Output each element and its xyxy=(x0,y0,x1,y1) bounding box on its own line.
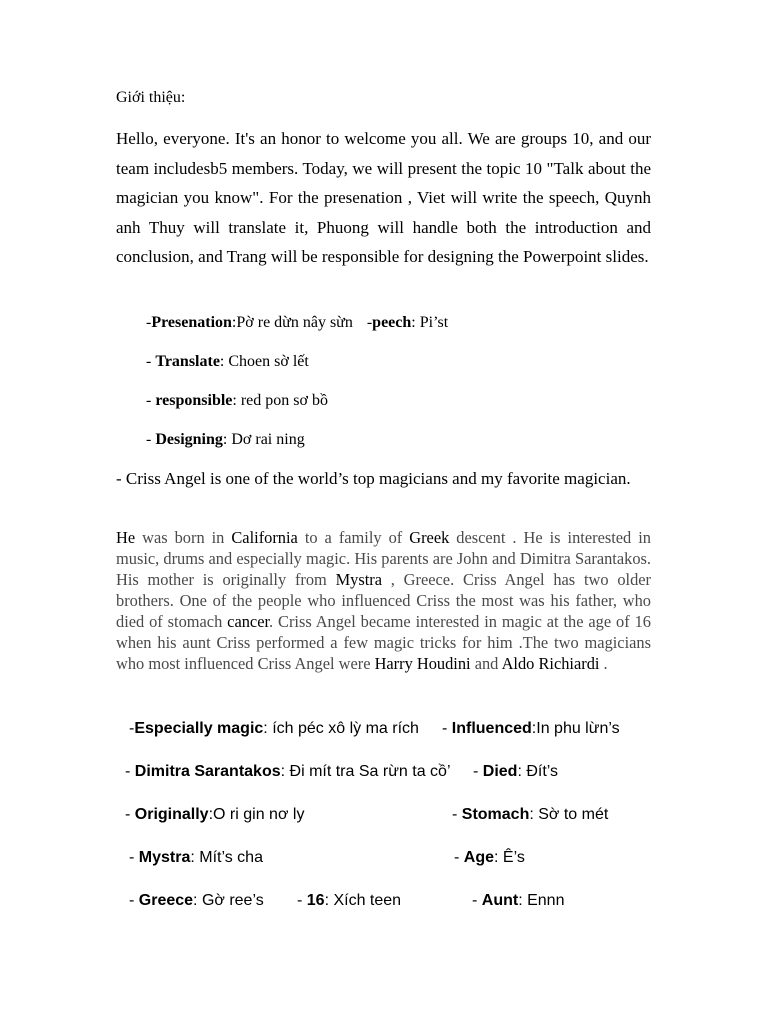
vocab-term: Originally xyxy=(134,806,209,823)
vocab-prefix: - xyxy=(129,849,139,866)
vocab-separator: : xyxy=(518,892,528,909)
vocab-separator: : xyxy=(232,392,241,409)
vocab-item-especially-magic xyxy=(129,720,419,738)
vocab-separator: : xyxy=(263,720,273,737)
vocab-separator: : xyxy=(529,806,539,823)
vocab-term: Presenation xyxy=(151,314,232,331)
vocab-prefix: - xyxy=(129,892,139,909)
vocab-separator: : xyxy=(231,314,237,331)
bio-text: . Criss Angel became interested in magic at the age of 16 when his aunt Criss performed a few magic tricks for him .The two magicians who most influenced Criss Angel were xyxy=(116,612,651,673)
bio-text: He xyxy=(116,528,136,547)
vocab-prefix: - xyxy=(473,763,483,780)
vocab-meaning: O ri gin nơ ly xyxy=(213,806,305,823)
document-page xyxy=(116,0,651,1024)
vocab-prefix: - xyxy=(454,849,464,866)
vocab-separator: : xyxy=(190,849,200,866)
vocab-meaning: ích péc xô lỳ ma rích xyxy=(272,720,419,737)
vocab-item-greece xyxy=(129,892,264,910)
vocab-separator: : xyxy=(531,720,537,737)
vocab-separator: : xyxy=(222,431,232,448)
vocab-item-dimitra-sarantakos xyxy=(125,763,451,781)
vocab-item-16 xyxy=(297,892,401,910)
vocab-item-designing xyxy=(146,431,305,449)
vocab-item-translate xyxy=(146,353,309,371)
vocab-separator: : xyxy=(280,763,290,780)
bio-text: . xyxy=(599,654,608,673)
bio-text: California xyxy=(231,528,298,547)
bio-text: Greek xyxy=(409,528,450,547)
vocab-row xyxy=(116,806,651,830)
vocab-prefix: - xyxy=(472,892,482,909)
vocab-separator: : xyxy=(517,763,527,780)
intro-heading: Giới thiệu: xyxy=(116,89,186,106)
vocab-term: Influenced xyxy=(451,720,532,737)
bio-text: cancer xyxy=(227,612,270,631)
bio-text: Aldo Richiardi xyxy=(501,654,600,673)
vocab-term: Died xyxy=(482,763,518,780)
criss-angel-intro-paragraph: - Criss Angel is one of the world’s top magicians and my favorite magician. xyxy=(116,469,631,488)
vocab-term: Designing xyxy=(155,431,223,448)
bio-text: , Greece. Criss Angel has two older brothers. One of the people who influenced Criss the most was his father, who died of stomach xyxy=(116,570,651,631)
vocab-prefix: - xyxy=(297,892,307,909)
vocab-term: Greece xyxy=(138,892,194,909)
bio-text: to a family of xyxy=(297,528,410,547)
vocab-item-aunt xyxy=(472,892,564,910)
vocab-meaning: Sờ to mét xyxy=(538,806,609,823)
vocab-prefix: - xyxy=(452,806,462,823)
vocab-meaning: Đít’s xyxy=(526,763,559,780)
vocab-term: Translate xyxy=(155,353,220,370)
bio-text: descent . He is interested in music, drums and especially magic. His parents are John and Dimitra Sarantakos. His mother is originally from xyxy=(116,528,651,589)
vocab-item-died xyxy=(473,763,558,781)
vocab-term: peech xyxy=(372,314,412,331)
vocab-meaning: Xích teen xyxy=(333,892,402,909)
vocab-meaning: Dơ rai ning xyxy=(231,431,305,448)
vocab-separator: : xyxy=(193,892,202,909)
bio-text: Harry Houdini xyxy=(374,654,471,673)
bio-text: was born in xyxy=(135,528,232,547)
vocab-meaning: In phu lừn’s xyxy=(536,720,620,737)
bio-text: Mystra xyxy=(335,570,383,589)
vocab-prefix: - xyxy=(146,392,156,409)
vocab-prefix: - xyxy=(146,353,156,370)
vocab-row xyxy=(116,720,651,744)
vocab-meaning: red pon sơ bồ xyxy=(240,392,328,409)
vocab-term: Dimitra Sarantakos xyxy=(134,763,281,780)
biography-paragraph xyxy=(116,527,651,674)
vocab-prefix: - xyxy=(442,720,452,737)
vocab-row xyxy=(116,849,651,873)
vocab-meaning: Ê’s xyxy=(502,849,525,866)
vocab-item-influenced xyxy=(442,720,620,738)
bio-text: and xyxy=(470,654,502,673)
vocab-item-originally xyxy=(125,806,304,824)
vocab-term: Mystra xyxy=(138,849,191,866)
vocab-prefix: - xyxy=(146,314,152,331)
vocab-item-stomach xyxy=(452,806,608,824)
vocab-meaning: Choen sờ lết xyxy=(228,353,309,370)
vocab-separator: : xyxy=(411,314,420,331)
vocab-meaning: Đi mít tra Sa rừn ta cồ’ xyxy=(289,763,451,780)
intro-paragraph: Hello, everyone. It's an honor to welcome you all. We are groups 10, and our team includesb5 members. Today, we will present the topic 10 "Talk about the magician you know". For the presenation , Viet will write the speech, Quynh anh Thuy will translate it, Phuong will handle both the introduction and conclusion, and Trang will be responsible for designing the Powerpoint slides. xyxy=(116,129,651,266)
vocab-prefix: - xyxy=(366,314,373,331)
vocab-meaning: Pờ re dừn nây sừn xyxy=(236,314,353,331)
vocab-separator: : xyxy=(494,849,503,866)
vocab-item-age xyxy=(454,849,525,867)
vocab-item-presenation xyxy=(146,314,448,332)
vocab-prefix: - xyxy=(125,763,135,780)
vocab-row xyxy=(116,892,651,916)
vocab-meaning: Ennn xyxy=(527,892,565,909)
vocab-prefix: - xyxy=(125,806,135,823)
vocab-meaning: Mít’s cha xyxy=(199,849,263,866)
vocab-item-mystra xyxy=(129,849,263,867)
vocab-item-responsible xyxy=(146,392,328,410)
vocab-prefix: - xyxy=(129,720,135,737)
vocab-meaning: Gờ ree’s xyxy=(201,892,264,909)
vocab-term: Aunt xyxy=(481,892,519,909)
vocab-term: 16 xyxy=(306,892,325,909)
vocab-term: Stomach xyxy=(461,806,530,823)
vocab-prefix: - xyxy=(146,431,156,448)
vocab-meaning: Pi’st xyxy=(419,314,449,331)
vocab-term: Especially magic xyxy=(134,720,264,737)
vocab-term: Age xyxy=(463,849,495,866)
vocab-separator: : xyxy=(219,353,229,370)
vocab-separator: : xyxy=(208,806,214,823)
vocab-term: responsible xyxy=(155,392,233,409)
vocab-row xyxy=(116,763,651,787)
vocab-separator: : xyxy=(324,892,334,909)
